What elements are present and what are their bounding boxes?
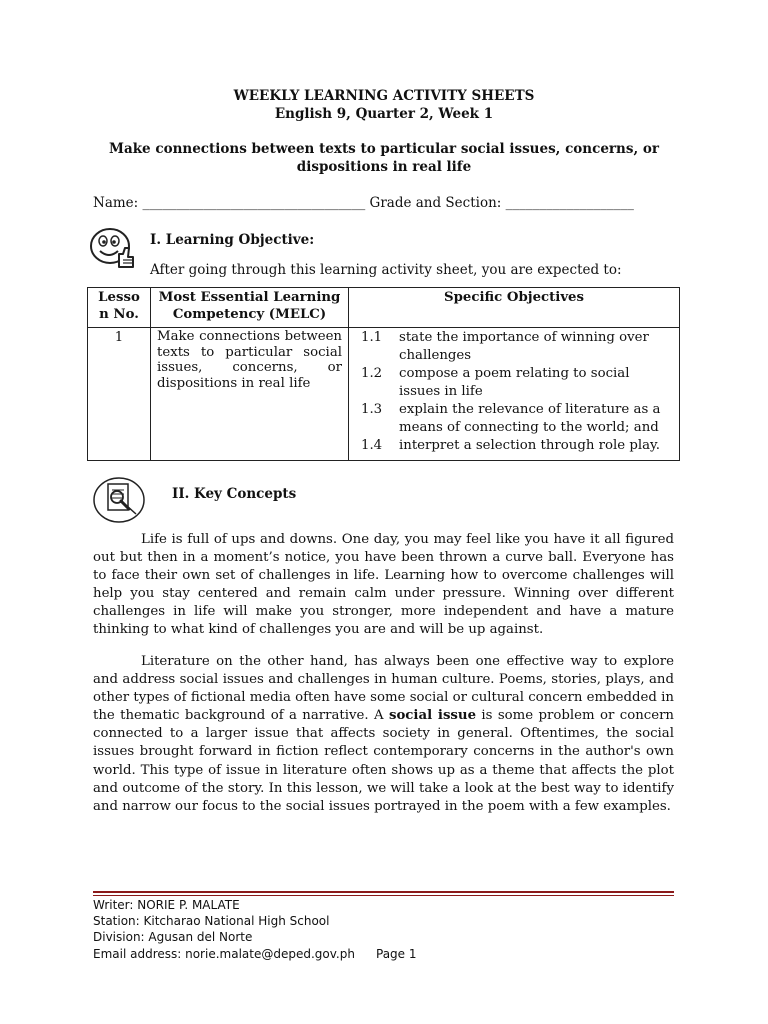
lesson-no-header: Lesso n No. <box>88 288 151 328</box>
doc-subtitle: English 9, Quarter 2, Week 1 <box>274 106 494 122</box>
footer-rule-bottom <box>93 895 674 896</box>
objective-item: 1.1 state the importance of winning over challenges <box>361 330 649 363</box>
magnifier-document-icon <box>92 476 146 524</box>
topic-line-1: Make connections between texts to particular social issues, concerns, or <box>109 141 659 157</box>
footer-email: Email address: norie.malate@deped.gov.ph <box>93 947 355 961</box>
topic-line-2: dispositions in real life <box>296 159 472 175</box>
table-header-row <box>88 288 680 328</box>
melc-cell: Make connections between texts to particular social issues, concerns, or dispositions in real life <box>151 328 349 461</box>
grade-section-field[interactable]: ___________________ <box>505 195 634 211</box>
objectives-table <box>87 287 680 461</box>
section-1-intro: After going through this learning activity sheet, you are expected to: <box>150 262 622 278</box>
objective-item: 1.4 interpret a selection through role play. <box>361 438 661 453</box>
objective-item: 1.2 compose a poem relating to social issues in life <box>361 366 630 399</box>
paragraph-1: Life is full of ups and downs. One day, you may feel like you have it all figured out but then in a moment’s notice, you have been thrown a curve ball. Everyone has to face their own set of challenges in life. Learning how to overcome challenges will help you stay centered and remain calm under pressure. Winning over different challenges in life will make you stronger, more independent and have a mature thinking to what kind of challenges you are and will be up against. <box>93 532 674 638</box>
specific-objectives-header: Specific Objectives <box>349 288 680 328</box>
thumbs-up-face-icon <box>86 224 138 272</box>
social-issue-term: social issue <box>388 708 477 724</box>
footer-rule-top <box>93 891 674 893</box>
footer-page-number: Page 1 <box>376 947 417 961</box>
section-1-heading: I. Learning Objective: <box>150 232 315 248</box>
name-field[interactable]: _________________________________ <box>142 195 366 211</box>
doc-title: WEEKLY LEARNING ACTIVITY SHEETS <box>233 88 535 104</box>
melc-header: Most Essential Learning Competency (MELC) <box>151 288 349 328</box>
footer-writer: Writer: NORIE P. MALATE <box>93 898 240 912</box>
footer-division: Division: Agusan del Norte <box>93 930 253 944</box>
table-row <box>88 328 680 461</box>
section-2-heading: II. Key Concepts <box>172 486 297 502</box>
lesson-number-cell: 1 <box>88 328 151 461</box>
grade-section-label: Grade and Section: <box>365 195 506 211</box>
name-label: Name: <box>93 195 143 211</box>
footer-station: Station: Kitcharao National High School <box>93 914 330 928</box>
student-info-line <box>93 195 634 211</box>
paragraph-2: Literature on the other hand, has always been one effective way to explore and address social issues and challenges in human culture. Poems, stories, plays, and other types of fictional media often have some social or cultural concern embedded in the thematic background of a narrative. A social issue is some problem or concern connected to a larger issue that affects society in general. Oftentimes, the social issues brought forward in fiction reflect contemporary concerns in the author's own world. This type of issue in literature often shows up as a theme that affects the plot and outcome of the story. In this lesson, we will take a look at the best way to identify and narrow our focus to the social issues portrayed in the poem with a few examples. <box>93 654 674 814</box>
objective-item: 1.3 explain the relevance of literature as a means of connecting to the world; and <box>361 402 661 435</box>
objectives-cell <box>349 328 680 461</box>
